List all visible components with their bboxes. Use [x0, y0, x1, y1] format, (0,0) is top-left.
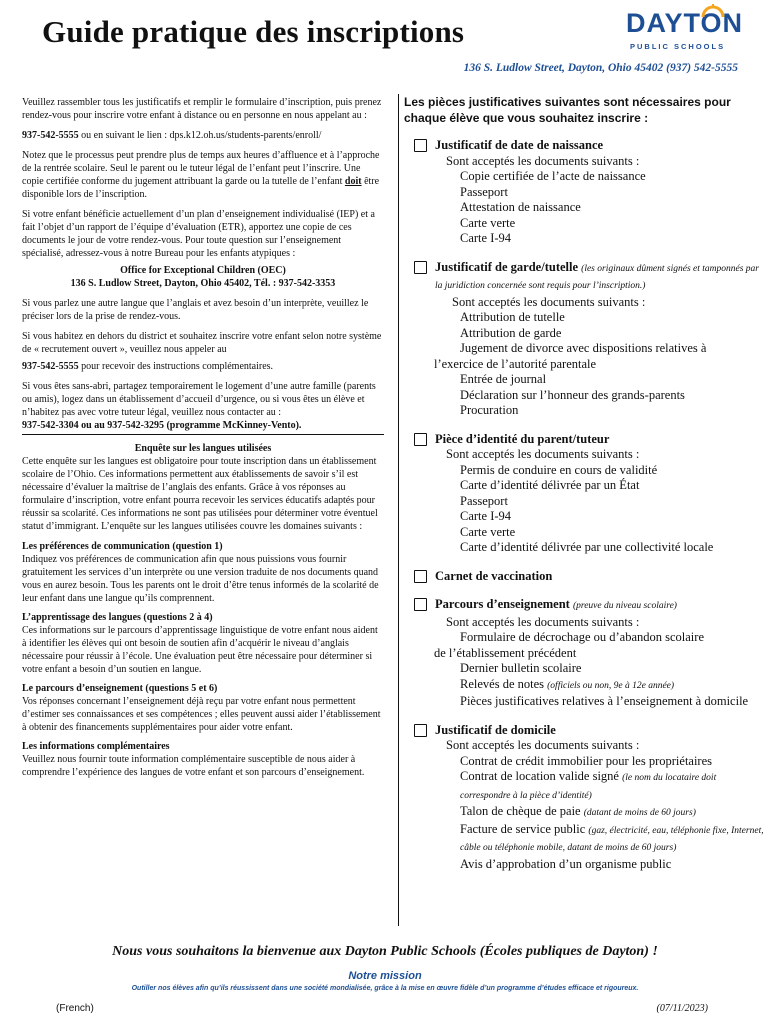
lease-note: (le nom du locataire doit correspondre à la pièce d’identité) [460, 773, 717, 801]
survey-section [22, 682, 384, 734]
list-item: Attestation de naissance [460, 200, 581, 214]
list-item: Attribution de tutelle [460, 310, 565, 324]
oec-address: 136 S. Ludlow Street, Dayton, Ohio 45402, Tél. : 937-542-3353 [70, 278, 336, 289]
parent-id-title: Pièce d’identité du parent/tuteur [435, 431, 610, 446]
documents-intro: Les pièces justificatives suivantes sont nécessaires pour chaque élève que vous souhaitez inscrire : [404, 95, 731, 125]
custody-proof-checkbox[interactable] [414, 261, 427, 274]
homeless-paragraph [22, 380, 384, 435]
open-enrollment-phone-paragraph [22, 360, 384, 373]
vaccination-title: Carnet de vaccination [435, 568, 553, 583]
list-item: Carte I-94 [460, 509, 512, 523]
list-item [404, 804, 764, 822]
list-item: Permis de conduire en cours de validité [460, 462, 658, 477]
list-item: Copie certifiée de l’acte de naissance [460, 169, 646, 183]
section-text: Veuillez nous fournir toute information complémentaire susceptible de nous aider à comprendre l’expérience des langues de votre enfant et son parcours d’enseignement. [22, 754, 365, 778]
paystub-note: (datant de moins de 60 jours) [583, 808, 696, 818]
section-title: Les préférences de communication (question 1) [22, 541, 223, 552]
education-note: (preuve du niveau scolaire) [572, 601, 677, 611]
mission-title: Notre mission [348, 970, 422, 982]
accepted-label: Sont acceptés les documents suivants : [446, 447, 640, 461]
enroll-link-paragraph [22, 129, 384, 142]
paystub-label: Talon de chèque de paie [460, 804, 581, 818]
list-item: Jugement de divorce avec dispositions relatives à [460, 341, 707, 355]
accepted-label: Sont acceptés les documents suivants : [452, 294, 646, 309]
list-item: Carte d’identité délivrée par une collectivité locale [460, 540, 714, 554]
list-item: Carte verte [460, 524, 516, 539]
dayton-logo [626, 8, 744, 54]
list-item: Passeport [460, 493, 508, 508]
education-title: Parcours d’enseignement [435, 597, 570, 611]
open-enrollment-paragraph: Si vous habitez en dehors du district et souhaitez inscrire votre enfant selon notre système de « recrutement ouvert », veuillez nous appeler au [22, 331, 382, 355]
list-item: Formulaire de décrochage ou d’abandon scolaire [460, 630, 704, 644]
sun-icon [700, 4, 726, 18]
residence-checkbox[interactable] [414, 724, 427, 737]
enroll-link-text[interactable]: ou en suivant le lien : dps.k12.oh.us/students-parents/enroll/ [78, 130, 322, 141]
list-item: Attribution de garde [460, 325, 562, 340]
header-address: 136 S. Ludlow Street, Dayton, Ohio 45402 (937) 542-5555 [463, 62, 738, 74]
education-checkbox[interactable] [414, 598, 427, 611]
open-enrollment-phone: 937-542-5555 [22, 361, 79, 372]
list-item [404, 769, 764, 804]
utility-note: (gaz, électricité, eau, téléphonie fixe, Internet, câble ou téléphonie mobile, datant de moins de 60 jours) [460, 825, 764, 853]
vaccination-checkbox[interactable] [414, 570, 427, 583]
list-item-continued: l’exercice de l’autorité parentale [434, 356, 597, 371]
list-item: Dernier bulletin scolaire [460, 661, 582, 675]
education-block [404, 597, 764, 710]
welcome-message: Nous vous souhaitons la bienvenue aux Dayton Public Schools (Écoles publiques de Dayton) ! [112, 944, 658, 959]
process-paragraph [22, 149, 384, 201]
survey-text: Cette enquête sur les langues est obligatoire pour toute inscription dans un établissement scolaire de l’Ohio. Ces informations permettent aux établissements de savoir s’il est nécessaire d’évaluer la maîtrise de l’anglais des enfants. Grâce à vos réponses au formulaire d’inscription, votre enfant pourra recevoir les services éducatifs adaptés pour réussir sa scolarité. Ces informations ne sont pas utilisées pour déterminer votre éventuel statut d’immigrant. L’enquête sur les langues utilisées couvre les domaines suivants : [22, 456, 378, 532]
accepted-label: Sont acceptés les documents suivants : [446, 153, 640, 168]
birth-proof-checkbox[interactable] [414, 139, 427, 152]
list-item-continued: de l’établissement précédent [434, 645, 577, 660]
mission-text: Outiller nos élèves afin qu’ils réussissent dans une société mondialisée, grâce à la mise en œuvre fidèle d’un programme d’études efficace et rigoureux. [131, 985, 639, 992]
logo-subtitle: PUBLIC SCHOOLS [630, 42, 726, 51]
section-text: Ces informations sur le parcours d’apprentissage linguistique de votre enfant nous aident à identifier les élèves qui ont besoin de soutien afin d’acquérir le niveau d’anglais nécessaire pour réussir à l’école. Une évaluation peut être nécessaire pour déterminer si votre enfant a besoin d’un soutien en langue. [22, 625, 378, 675]
custody-proof-title: Justificatif de garde/tutelle [435, 259, 579, 274]
language-label: (French) [56, 1003, 94, 1014]
custody-proof-note: (les originaux dûment signés et tamponnés par la juridiction concernée sont requis pour l’inscription.) [435, 263, 759, 291]
interpreter-paragraph: Si vous parlez une autre langue que l’anglais et avez besoin d’un interprète, veuillez le préciser lors de la prise de rendez-vous. [22, 298, 369, 322]
list-item: Procuration [460, 403, 519, 417]
homeless-text: Si vous êtes sans-abri, partagez temporairement le logement d’une autre famille (parents ou amis), logez dans un établissement d’accueil d’urgence, ou si vous êtes un élève et n’habitez pas avec votre tuteur légal, veuillez nous contacter au : [22, 381, 376, 418]
open-enrollment-text: pour recevoir des instructions complémentaires. [78, 361, 274, 372]
list-item: Pièces justificatives relatives à l’enseignement à domicile [460, 694, 749, 708]
residence-title: Justificatif de domicile [435, 722, 556, 737]
accepted-label: Sont acceptés les documents suivants : [446, 738, 640, 752]
iep-paragraph: Si votre enfant bénéficie actuellement d’un plan d’enseignement individualisé (IEP) et a fait l’objet d’un rapport de l’équipe d’évaluation (ETR), apportez une copie de ces documents le jour de votre rendez-vous. Pour toute question sur l’enseignement spécialisé, adressez-vous à notre Bureau pour les enfants atypiques : [22, 209, 375, 259]
birth-proof-block [404, 138, 764, 247]
utility-label: Facture de service public [460, 821, 586, 836]
birth-proof-title: Justificatif de date de naissance [435, 138, 604, 152]
transcripts-label: Relevés de notes [460, 676, 545, 691]
list-item: Passeport [460, 184, 508, 199]
survey-section [22, 611, 384, 676]
list-item [404, 822, 764, 857]
process-text-b: être disponible lors de l’inscription. [22, 176, 380, 200]
column-divider [398, 94, 399, 926]
list-item: Carte I-94 [460, 231, 512, 245]
list-item: Contrat de crédit immobilier pour les propriétaires [460, 753, 713, 768]
survey-section [22, 540, 384, 605]
homeless-phone: 937-542-3304 ou au 937-542-3295 (programme McKinney-Vento). [22, 420, 302, 431]
residence-block [404, 723, 764, 873]
section-text: Vos réponses concernant l’enseignement déjà reçu par votre enfant nous permettent d’estimer ses connaissances et ses compétences ; elles peuvent aussi aider l’établissement à obtenir des financements supplémentaires pour aider votre enfant. [22, 696, 381, 733]
process-text-a: Notez que le processus peut prendre plus de temps aux heures d’affluence et à l’approche de la rentrée scolaire. Seul le parent ou le tuteur légal de l’enfant peut l’inscrire. Une copie certifiée conforme du jugement attribuant la garde ou la tutelle de l’enfant [22, 150, 380, 187]
accepted-label: Sont acceptés les documents suivants : [446, 614, 640, 629]
survey-section [22, 740, 384, 779]
process-must: doit [344, 176, 362, 187]
logo-name: DAYTON [626, 8, 744, 38]
section-title: Le parcours d’enseignement (questions 5 et 6) [22, 683, 218, 694]
enroll-phone: 937-542-5555 [22, 130, 79, 141]
transcripts-note: (officiels ou non, 9e à 12e année) [547, 680, 675, 691]
list-item: Avis d’approbation d’un organisme public [460, 856, 672, 871]
right-column [404, 94, 764, 885]
list-item [404, 677, 764, 695]
intro-paragraph: Veuillez rassembler tous les justificatifs et remplir le formulaire d’inscription, puis prenez rendez-vous pour inscrire votre enfant à distance ou en personne en nous appelant au : [22, 97, 382, 121]
section-text: Indiquez vos préférences de communication afin que nous puissions vous fournir gratuitement les services d’un interprète ou une version traduite de nos documents quand vous en aurez besoin. Tous les parents ont le droit d’être tenus informés de la scolarité de leur enfant dans une langue qu’ils comprennent. [22, 554, 379, 604]
list-item: Carte verte [460, 215, 516, 230]
page-title: Guide pratique des inscriptions [42, 14, 465, 49]
section-title: Les informations complémentaires [22, 741, 170, 752]
vaccination-block [404, 569, 764, 585]
parent-id-block [404, 432, 764, 556]
parent-id-checkbox[interactable] [414, 433, 427, 446]
oec-name: Office for Exceptional Children (OEC) [120, 265, 286, 276]
left-column [22, 96, 384, 785]
list-item: Déclaration sur l’honneur des grands-parents [460, 387, 685, 402]
document-date: (07/11/2023) [656, 1003, 708, 1014]
section-title: L’apprentissage des langues (questions 2 à 4) [22, 612, 213, 623]
custody-proof-block [404, 260, 764, 419]
survey-title: Enquête sur les langues utilisées [134, 443, 272, 454]
lease-label: Contrat de location valide signé [460, 769, 619, 783]
list-item: Entrée de journal [460, 372, 547, 386]
list-item: Carte d’identité délivrée par un État [460, 478, 640, 492]
